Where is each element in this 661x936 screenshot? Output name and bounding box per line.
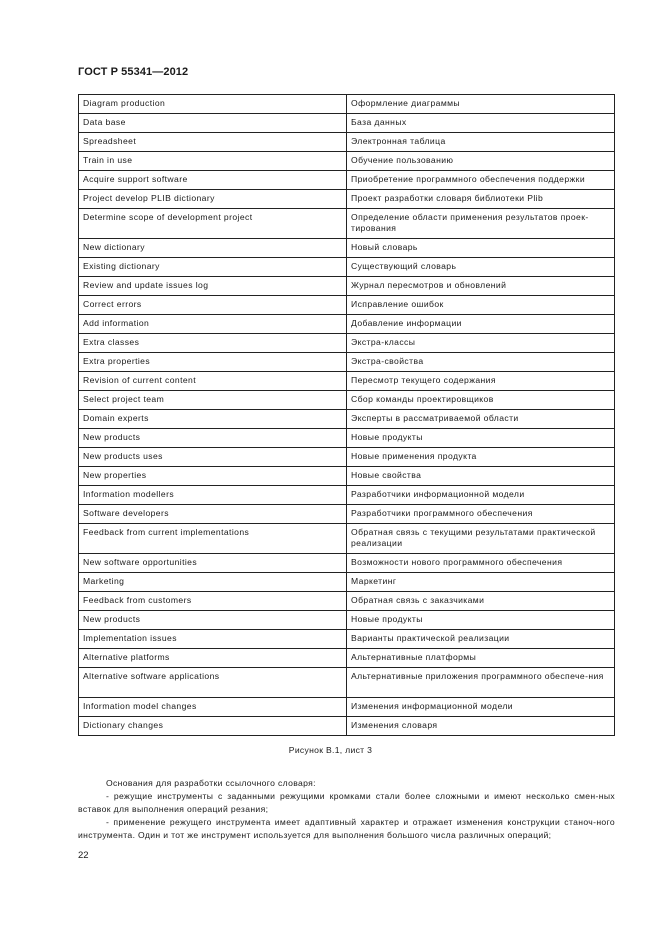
term-english: Information modellers xyxy=(79,486,347,505)
term-russian: Существующий словарь xyxy=(347,258,615,277)
table-row xyxy=(79,668,615,698)
table-row xyxy=(79,630,615,649)
table-row xyxy=(79,391,615,410)
term-english: Project develop PLIB dictionary xyxy=(79,190,347,209)
term-english: New properties xyxy=(79,467,347,486)
table-row xyxy=(79,448,615,467)
table-row xyxy=(79,190,615,209)
term-english: New products xyxy=(79,611,347,630)
table-row xyxy=(79,467,615,486)
table-row xyxy=(79,315,615,334)
table-row xyxy=(79,114,615,133)
term-english: Extra properties xyxy=(79,353,347,372)
body-paragraph: - применение режущего инструмента имеет адаптивный характер и отражает изменения конструкции станоч-ного инструмента. Один и тот же инструмент используется для выполнения большого числа различных операций; xyxy=(78,817,615,840)
figure-caption: Рисунок В.1, лист 3 xyxy=(288,745,373,755)
term-english: Domain experts xyxy=(79,410,347,429)
term-english: New dictionary xyxy=(79,239,347,258)
term-russian: Приобретение программного обеспечения поддержки xyxy=(347,171,615,190)
term-russian: Новые свойства xyxy=(347,467,615,486)
table-row xyxy=(79,277,615,296)
body-text xyxy=(78,777,615,842)
term-english: Review and update issues log xyxy=(79,277,347,296)
term-english: New products uses xyxy=(79,448,347,467)
term-russian: Электронная таблица xyxy=(347,133,615,152)
body-paragraph: Основания для разработки ссылочного словаря: xyxy=(106,778,316,788)
term-russian: Добавление информации xyxy=(347,315,615,334)
term-english: Correct errors xyxy=(79,296,347,315)
term-english: New software opportunities xyxy=(79,554,347,573)
table-row xyxy=(79,372,615,391)
term-russian: Альтернативные приложения программного обеспече-ния xyxy=(347,668,615,698)
term-russian: Разработчики программного обеспечения xyxy=(347,505,615,524)
term-russian: Журнал пересмотров и обновлений xyxy=(347,277,615,296)
term-russian: Оформление диаграммы xyxy=(347,95,615,114)
table-row xyxy=(79,573,615,592)
term-english: Spreadsheet xyxy=(79,133,347,152)
term-english: Marketing xyxy=(79,573,347,592)
table-row xyxy=(79,239,615,258)
term-english: New products xyxy=(79,429,347,448)
table-row xyxy=(79,152,615,171)
term-russian: База данных xyxy=(347,114,615,133)
term-english: Dictionary changes xyxy=(79,717,347,736)
table-row xyxy=(79,649,615,668)
term-russian: Новый словарь xyxy=(347,239,615,258)
term-table xyxy=(78,94,615,736)
term-english: Alternative platforms xyxy=(79,649,347,668)
term-english: Data base xyxy=(79,114,347,133)
table-row xyxy=(79,133,615,152)
term-english: Software developers xyxy=(79,505,347,524)
term-russian: Альтернативные платформы xyxy=(347,649,615,668)
term-russian: Экстра-свойства xyxy=(347,353,615,372)
term-english: Add information xyxy=(79,315,347,334)
term-russian: Экстра-классы xyxy=(347,334,615,353)
term-russian: Пересмотр текущего содержания xyxy=(347,372,615,391)
term-russian: Маркетинг xyxy=(347,573,615,592)
term-russian: Изменения информационной модели xyxy=(347,698,615,717)
table-row xyxy=(79,410,615,429)
table-row xyxy=(79,611,615,630)
table-row xyxy=(79,334,615,353)
term-english: Train in use xyxy=(79,152,347,171)
term-english: Feedback from current implementations xyxy=(79,524,347,554)
table-row xyxy=(79,95,615,114)
term-english: Feedback from customers xyxy=(79,592,347,611)
term-russian: Новые продукты xyxy=(347,429,615,448)
term-english: Information model changes xyxy=(79,698,347,717)
term-russian: Новые продукты xyxy=(347,611,615,630)
term-table-body xyxy=(79,95,615,736)
table-row xyxy=(79,592,615,611)
term-russian: Сбор команды проектировщиков xyxy=(347,391,615,410)
table-row xyxy=(79,429,615,448)
term-english: Select project team xyxy=(79,391,347,410)
body-paragraph: - режущие инструменты с заданными режущими кромками стали более сложными и имеют несколько смен-ных вставок для выполнения операций резания; xyxy=(78,791,615,814)
table-row xyxy=(79,486,615,505)
term-russian: Возможности нового программного обеспечения xyxy=(347,554,615,573)
term-english: Determine scope of development project xyxy=(79,209,347,239)
term-english: Acquire support software xyxy=(79,171,347,190)
term-english: Diagram production xyxy=(79,95,347,114)
term-russian: Обратная связь с заказчиками xyxy=(347,592,615,611)
term-russian: Новые применения продукта xyxy=(347,448,615,467)
table-row xyxy=(79,717,615,736)
table-row xyxy=(79,554,615,573)
term-russian: Изменения словаря xyxy=(347,717,615,736)
term-russian: Проект разработки словаря библиотеки Plib xyxy=(347,190,615,209)
table-row xyxy=(79,171,615,190)
term-english: Revision of current content xyxy=(79,372,347,391)
term-english: Alternative software applications xyxy=(79,668,347,698)
term-russian: Разработчики информационной модели xyxy=(347,486,615,505)
page-number: 22 xyxy=(78,850,89,861)
table-row xyxy=(79,296,615,315)
table-row xyxy=(79,353,615,372)
term-russian: Обучение пользованию xyxy=(347,152,615,171)
table-row xyxy=(79,258,615,277)
table-row xyxy=(79,209,615,239)
term-english: Existing dictionary xyxy=(79,258,347,277)
term-english: Implementation issues xyxy=(79,630,347,649)
term-russian: Исправление ошибок xyxy=(347,296,615,315)
term-russian: Эксперты в рассматриваемой области xyxy=(347,410,615,429)
document-header: ГОСТ Р 55341—2012 xyxy=(78,66,189,78)
term-russian: Определение области применения результатов проек-тирования xyxy=(347,209,615,239)
table-row xyxy=(79,505,615,524)
term-english: Extra classes xyxy=(79,334,347,353)
table-row xyxy=(79,524,615,554)
term-russian: Обратная связь с текущими результатами практической реализации xyxy=(347,524,615,554)
table-row xyxy=(79,698,615,717)
term-russian: Варианты практической реализации xyxy=(347,630,615,649)
